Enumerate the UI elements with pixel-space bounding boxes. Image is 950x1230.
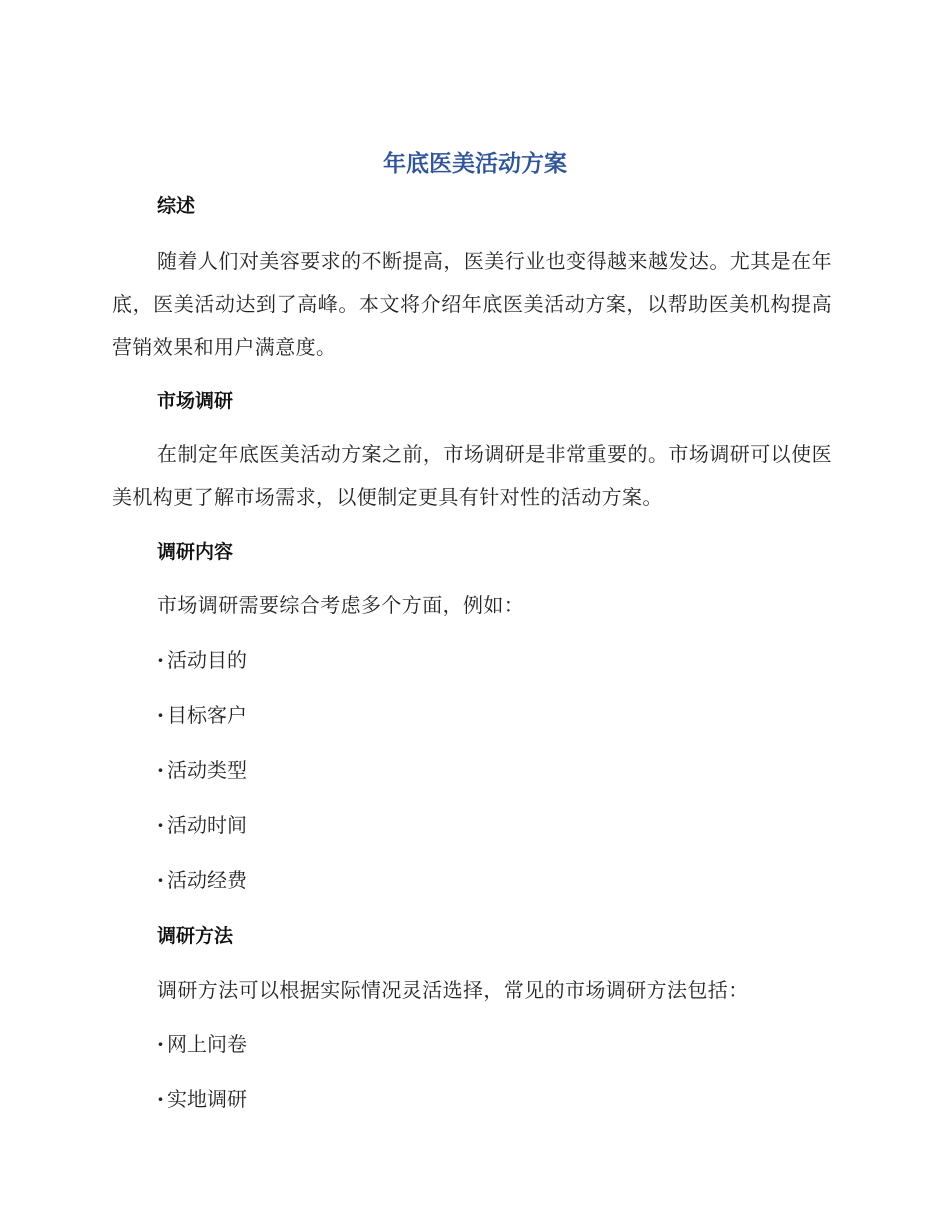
paragraph-overview: 随着人们对美容要求的不断提高，医美行业也变得越来越发达。尤其是在年底，医美活动达到了高峰。本文将介绍年底医美活动方案，以帮助医美机构提高营销效果和用户满意度。 [112,249,832,359]
paragraph-market: 在制定年底医美活动方案之前，市场调研是非常重要的。市场调研可以使医美机构更了解市场需求，以便制定更具有针对性的活动方案。 [112,442,832,509]
bullet-icon: · [157,1087,164,1111]
bullet-icon: · [157,758,164,782]
list-item [157,755,247,785]
section-heading-market: 市场调研 [157,390,234,412]
bullet-icon: · [157,813,164,837]
list-item [157,865,247,895]
section-heading-research-content: 调研内容 [157,541,234,563]
list-item-label: 目标客户 [167,703,247,727]
list-item-label: 活动类型 [167,758,247,782]
list-item [157,1029,247,1059]
research-content-intro: 市场调研需要综合考虑多个方面，例如： [157,593,525,617]
section-heading-overview: 综述 [157,195,196,217]
bullet-icon: · [157,868,164,892]
list-item [157,700,247,730]
list-item [157,1084,247,1114]
list-item-label: 活动经费 [167,868,247,892]
bullet-icon: · [157,703,164,727]
bullet-icon: · [157,1032,164,1056]
bullet-icon: · [157,648,164,672]
list-item-label: 实地调研 [167,1087,247,1111]
section-heading-research-method: 调研方法 [157,925,234,947]
list-item-label: 活动目的 [167,648,247,672]
document-title: 年底医美活动方案 [383,151,567,177]
list-item-label: 网上问卷 [167,1032,247,1056]
research-method-intro: 调研方法可以根据实际情况灵活选择，常见的市场调研方法包括： [157,978,749,1002]
list-item [157,810,247,840]
list-item-label: 活动时间 [167,813,247,837]
list-item [157,645,247,675]
